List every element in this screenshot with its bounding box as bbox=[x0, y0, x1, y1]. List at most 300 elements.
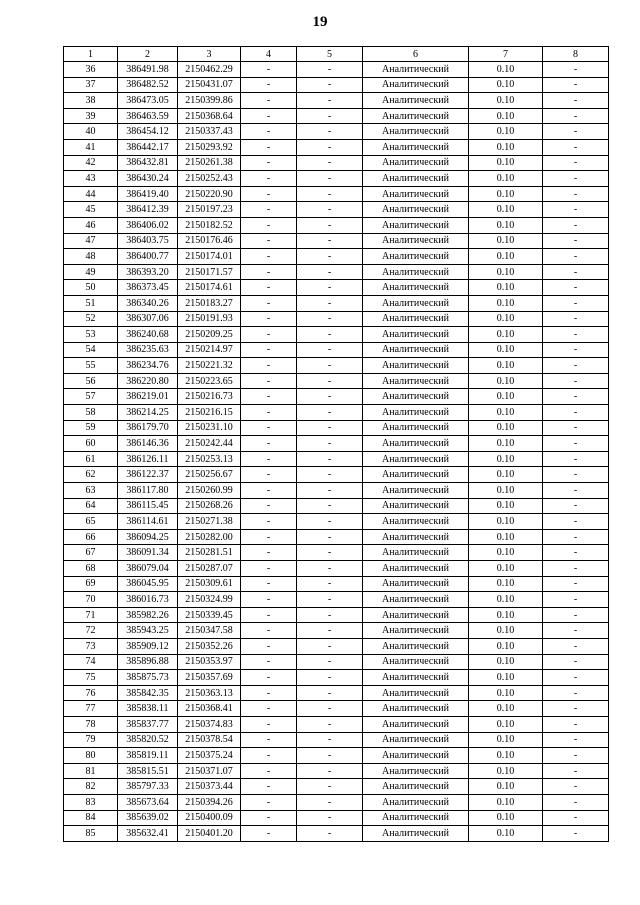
table-cell: 2150368.41 bbox=[178, 701, 241, 717]
table-row bbox=[64, 638, 609, 654]
table-cell: 64 bbox=[64, 498, 118, 514]
table-cell: - bbox=[241, 405, 297, 421]
table-cell: 0.10 bbox=[469, 405, 543, 421]
table-cell: 386406.02 bbox=[118, 217, 178, 233]
table-cell: 43 bbox=[64, 171, 118, 187]
table-cell: 79 bbox=[64, 732, 118, 748]
table-cell: Аналитический bbox=[363, 592, 469, 608]
table-cell: - bbox=[241, 124, 297, 140]
table-cell: Аналитический bbox=[363, 514, 469, 530]
table-cell: - bbox=[297, 420, 363, 436]
table-cell: 0.10 bbox=[469, 732, 543, 748]
table-row bbox=[64, 327, 609, 343]
table-cell: Аналитический bbox=[363, 124, 469, 140]
table-cell: Аналитический bbox=[363, 62, 469, 78]
table-cell: Аналитический bbox=[363, 763, 469, 779]
table-cell: - bbox=[543, 607, 609, 623]
table-cell: 2150223.65 bbox=[178, 373, 241, 389]
table-cell: 2150309.61 bbox=[178, 576, 241, 592]
table-cell: 386412.39 bbox=[118, 202, 178, 218]
table-row bbox=[64, 514, 609, 530]
table-cell: 84 bbox=[64, 810, 118, 826]
table-cell: - bbox=[543, 420, 609, 436]
table-cell: 56 bbox=[64, 373, 118, 389]
table-cell: 83 bbox=[64, 794, 118, 810]
table-cell: - bbox=[241, 545, 297, 561]
table-cell: 0.10 bbox=[469, 483, 543, 499]
table-cell: Аналитический bbox=[363, 670, 469, 686]
table-cell: Аналитический bbox=[363, 405, 469, 421]
table-cell: - bbox=[543, 280, 609, 296]
table-cell: - bbox=[241, 233, 297, 249]
table-cell: Аналитический bbox=[363, 342, 469, 358]
table-cell: 386235.63 bbox=[118, 342, 178, 358]
table-cell: - bbox=[241, 529, 297, 545]
table-row bbox=[64, 670, 609, 686]
table-cell: - bbox=[241, 249, 297, 265]
table-cell: 0.10 bbox=[469, 77, 543, 93]
table-cell: 62 bbox=[64, 467, 118, 483]
table-row bbox=[64, 779, 609, 795]
table-cell: - bbox=[297, 93, 363, 109]
table-cell: - bbox=[543, 171, 609, 187]
table-cell: Аналитический bbox=[363, 826, 469, 842]
table-cell: - bbox=[241, 716, 297, 732]
table-cell: 2150368.64 bbox=[178, 108, 241, 124]
table-row bbox=[64, 826, 609, 842]
table-cell: 0.10 bbox=[469, 171, 543, 187]
table-cell: - bbox=[543, 295, 609, 311]
table-cell: 2150373.44 bbox=[178, 779, 241, 795]
table-cell: - bbox=[297, 311, 363, 327]
table-cell: Аналитический bbox=[363, 420, 469, 436]
table-cell: 2150182.52 bbox=[178, 217, 241, 233]
table-cell: 386393.20 bbox=[118, 264, 178, 280]
table-cell: - bbox=[297, 545, 363, 561]
table-cell: Аналитический bbox=[363, 638, 469, 654]
table-cell: 2150371.07 bbox=[178, 763, 241, 779]
table-cell: 0.10 bbox=[469, 763, 543, 779]
table-cell: - bbox=[543, 124, 609, 140]
table-cell: 48 bbox=[64, 249, 118, 265]
table-cell: 386432.81 bbox=[118, 155, 178, 171]
table-cell: 0.10 bbox=[469, 794, 543, 810]
table-cell: - bbox=[241, 264, 297, 280]
table-cell: Аналитический bbox=[363, 810, 469, 826]
table-cell: - bbox=[543, 732, 609, 748]
table-row bbox=[64, 794, 609, 810]
table-cell: - bbox=[543, 62, 609, 78]
table-cell: - bbox=[543, 389, 609, 405]
table-cell: - bbox=[543, 779, 609, 795]
table-cell: - bbox=[241, 358, 297, 374]
table-cell: - bbox=[543, 701, 609, 717]
table-cell: Аналитический bbox=[363, 732, 469, 748]
table-cell: - bbox=[297, 514, 363, 530]
table-cell: - bbox=[543, 217, 609, 233]
table-cell: 0.10 bbox=[469, 202, 543, 218]
table-cell: 386091.34 bbox=[118, 545, 178, 561]
table-cell: 37 bbox=[64, 77, 118, 93]
table-cell: - bbox=[241, 483, 297, 499]
table-cell: Аналитический bbox=[363, 77, 469, 93]
table-cell: - bbox=[297, 342, 363, 358]
table-row bbox=[64, 171, 609, 187]
table-cell: - bbox=[241, 638, 297, 654]
table-cell: Аналитический bbox=[363, 529, 469, 545]
table-cell: - bbox=[241, 701, 297, 717]
table-cell: 0.10 bbox=[469, 826, 543, 842]
table-cell: Аналитический bbox=[363, 545, 469, 561]
table-cell: 2150462.29 bbox=[178, 62, 241, 78]
table-cell: 73 bbox=[64, 638, 118, 654]
table-cell: - bbox=[297, 186, 363, 202]
table-row bbox=[64, 186, 609, 202]
table-row bbox=[64, 623, 609, 639]
table-cell: 0.10 bbox=[469, 358, 543, 374]
page-number: 19 bbox=[312, 14, 328, 30]
table-cell: 66 bbox=[64, 529, 118, 545]
table-cell: Аналитический bbox=[363, 155, 469, 171]
table-cell: - bbox=[543, 311, 609, 327]
table-cell: 2150353.97 bbox=[178, 654, 241, 670]
table-cell: 385820.52 bbox=[118, 732, 178, 748]
table-cell: 386442.17 bbox=[118, 139, 178, 155]
table-cell: 2150394.26 bbox=[178, 794, 241, 810]
table-cell: 38 bbox=[64, 93, 118, 109]
table-cell: - bbox=[241, 670, 297, 686]
table-cell: 385797.33 bbox=[118, 779, 178, 795]
table-cell: - bbox=[543, 436, 609, 452]
table-cell: 40 bbox=[64, 124, 118, 140]
table-cell: 385982.26 bbox=[118, 607, 178, 623]
table-cell: 51 bbox=[64, 295, 118, 311]
table-cell: 74 bbox=[64, 654, 118, 670]
table-cell: 386045.95 bbox=[118, 576, 178, 592]
table-cell: 2150399.86 bbox=[178, 93, 241, 109]
table-cell: - bbox=[297, 139, 363, 155]
table-cell: 386403.75 bbox=[118, 233, 178, 249]
table-cell: - bbox=[297, 155, 363, 171]
table-cell: - bbox=[297, 483, 363, 499]
table-cell: Аналитический bbox=[363, 311, 469, 327]
table-cell: 0.10 bbox=[469, 186, 543, 202]
table-cell: - bbox=[543, 483, 609, 499]
table-cell: 80 bbox=[64, 748, 118, 764]
table-cell: 0.10 bbox=[469, 810, 543, 826]
table-cell: 0.10 bbox=[469, 779, 543, 795]
table-cell: - bbox=[297, 233, 363, 249]
table-cell: 67 bbox=[64, 545, 118, 561]
table-cell: 39 bbox=[64, 108, 118, 124]
table-cell: - bbox=[297, 62, 363, 78]
table-cell: 55 bbox=[64, 358, 118, 374]
table-cell: - bbox=[543, 561, 609, 577]
table-cell: - bbox=[543, 77, 609, 93]
table-cell: 0.10 bbox=[469, 701, 543, 717]
table-row bbox=[64, 342, 609, 358]
table-cell: 0.10 bbox=[469, 607, 543, 623]
table-cell: 2150282.00 bbox=[178, 529, 241, 545]
table-cell: - bbox=[241, 342, 297, 358]
table-cell: - bbox=[543, 327, 609, 343]
table-cell: Аналитический bbox=[363, 264, 469, 280]
table-cell: - bbox=[543, 794, 609, 810]
table-cell: 386491.98 bbox=[118, 62, 178, 78]
table-cell: 2150216.15 bbox=[178, 405, 241, 421]
table-cell: 2150256.67 bbox=[178, 467, 241, 483]
table-cell: 65 bbox=[64, 514, 118, 530]
table-cell: 385819.11 bbox=[118, 748, 178, 764]
table-cell: 386122.37 bbox=[118, 467, 178, 483]
table-cell: 0.10 bbox=[469, 529, 543, 545]
table-cell: 386473.05 bbox=[118, 93, 178, 109]
table-cell: 0.10 bbox=[469, 623, 543, 639]
table-cell: - bbox=[297, 826, 363, 842]
table-cell: - bbox=[543, 405, 609, 421]
table-cell: - bbox=[543, 342, 609, 358]
table-cell: Аналитический bbox=[363, 295, 469, 311]
table-cell: 386430.24 bbox=[118, 171, 178, 187]
table-row bbox=[64, 155, 609, 171]
table-cell: - bbox=[543, 826, 609, 842]
table-row bbox=[64, 202, 609, 218]
table-cell: - bbox=[297, 732, 363, 748]
table-cell: - bbox=[297, 638, 363, 654]
table-cell: 386115.45 bbox=[118, 498, 178, 514]
table-cell: - bbox=[297, 529, 363, 545]
table-cell: - bbox=[297, 280, 363, 296]
table-row bbox=[64, 62, 609, 78]
table-cell: - bbox=[543, 202, 609, 218]
table-cell: - bbox=[543, 93, 609, 109]
table-cell: - bbox=[297, 77, 363, 93]
table-cell: - bbox=[241, 810, 297, 826]
table-cell: 2150221.32 bbox=[178, 358, 241, 374]
table-cell: Аналитический bbox=[363, 498, 469, 514]
table-cell: 386419.40 bbox=[118, 186, 178, 202]
table-cell: 0.10 bbox=[469, 576, 543, 592]
table-row bbox=[64, 93, 609, 109]
table-cell: Аналитический bbox=[363, 716, 469, 732]
table-cell: - bbox=[297, 389, 363, 405]
table-cell: 2150216.73 bbox=[178, 389, 241, 405]
table-row bbox=[64, 607, 609, 623]
table-cell: - bbox=[241, 327, 297, 343]
table-cell: - bbox=[241, 732, 297, 748]
table-cell: - bbox=[297, 685, 363, 701]
table-cell: 0.10 bbox=[469, 716, 543, 732]
table-cell: Аналитический bbox=[363, 436, 469, 452]
table-row bbox=[64, 217, 609, 233]
table-cell: Аналитический bbox=[363, 779, 469, 795]
table-cell: 0.10 bbox=[469, 748, 543, 764]
table-cell: 0.10 bbox=[469, 264, 543, 280]
table-cell: - bbox=[543, 498, 609, 514]
table-cell: - bbox=[543, 654, 609, 670]
table-cell: 36 bbox=[64, 62, 118, 78]
table-cell: - bbox=[297, 654, 363, 670]
table-row bbox=[64, 451, 609, 467]
table-cell: 386214.25 bbox=[118, 405, 178, 421]
table-cell: - bbox=[241, 623, 297, 639]
table-cell: 386307.06 bbox=[118, 311, 178, 327]
table-cell: 386234.76 bbox=[118, 358, 178, 374]
table-cell: - bbox=[543, 249, 609, 265]
table-cell: - bbox=[241, 498, 297, 514]
table-cell: Аналитический bbox=[363, 483, 469, 499]
column-header: 2 bbox=[118, 47, 178, 62]
table-row bbox=[64, 701, 609, 717]
table-cell: 41 bbox=[64, 139, 118, 155]
table-cell: - bbox=[543, 514, 609, 530]
table-cell: 2150261.38 bbox=[178, 155, 241, 171]
table-cell: 385837.77 bbox=[118, 716, 178, 732]
table-row bbox=[64, 654, 609, 670]
table-cell: - bbox=[543, 545, 609, 561]
table-cell: Аналитический bbox=[363, 327, 469, 343]
table-cell: 2150197.23 bbox=[178, 202, 241, 218]
table-cell: 2150171.57 bbox=[178, 264, 241, 280]
table-cell: 2150378.54 bbox=[178, 732, 241, 748]
table-cell: 386117.80 bbox=[118, 483, 178, 499]
table-cell: - bbox=[543, 810, 609, 826]
table-cell: 386079.04 bbox=[118, 561, 178, 577]
table-cell: Аналитический bbox=[363, 561, 469, 577]
table-cell: 78 bbox=[64, 716, 118, 732]
table-row bbox=[64, 498, 609, 514]
table-cell: - bbox=[543, 373, 609, 389]
table-cell: - bbox=[543, 139, 609, 155]
table-cell: 50 bbox=[64, 280, 118, 296]
column-header: 8 bbox=[543, 47, 609, 62]
table-cell: 77 bbox=[64, 701, 118, 717]
table-row bbox=[64, 810, 609, 826]
table-cell: 385838.11 bbox=[118, 701, 178, 717]
table-row bbox=[64, 716, 609, 732]
table-cell: - bbox=[543, 264, 609, 280]
table-cell: Аналитический bbox=[363, 108, 469, 124]
table-cell: - bbox=[297, 249, 363, 265]
table-cell: - bbox=[241, 77, 297, 93]
table-row bbox=[64, 732, 609, 748]
table-row bbox=[64, 561, 609, 577]
table-cell: 0.10 bbox=[469, 451, 543, 467]
table-cell: - bbox=[297, 779, 363, 795]
table-cell: - bbox=[297, 498, 363, 514]
table-cell: 2150347.58 bbox=[178, 623, 241, 639]
table-cell: - bbox=[543, 763, 609, 779]
table-row bbox=[64, 77, 609, 93]
table-cell: - bbox=[241, 202, 297, 218]
table-cell: 52 bbox=[64, 311, 118, 327]
table-cell: 386146.36 bbox=[118, 436, 178, 452]
table-row bbox=[64, 295, 609, 311]
table-cell: - bbox=[543, 716, 609, 732]
table-cell: - bbox=[543, 358, 609, 374]
table-row bbox=[64, 249, 609, 265]
table-cell: 0.10 bbox=[469, 420, 543, 436]
table-cell: 68 bbox=[64, 561, 118, 577]
table-header-row bbox=[64, 47, 609, 62]
table-cell: - bbox=[297, 124, 363, 140]
table-row bbox=[64, 685, 609, 701]
table-cell: 2150174.01 bbox=[178, 249, 241, 265]
table-cell: 53 bbox=[64, 327, 118, 343]
table-cell: - bbox=[297, 436, 363, 452]
table-row bbox=[64, 483, 609, 499]
table-row bbox=[64, 576, 609, 592]
table-cell: Аналитический bbox=[363, 685, 469, 701]
table-cell: 386454.12 bbox=[118, 124, 178, 140]
table-cell: 70 bbox=[64, 592, 118, 608]
table-row bbox=[64, 763, 609, 779]
table-cell: 49 bbox=[64, 264, 118, 280]
table-cell: - bbox=[543, 576, 609, 592]
table-cell: - bbox=[297, 623, 363, 639]
table-cell: - bbox=[543, 186, 609, 202]
table-cell: - bbox=[241, 217, 297, 233]
table-cell: 0.10 bbox=[469, 139, 543, 155]
table-cell: 0.10 bbox=[469, 93, 543, 109]
table-cell: - bbox=[241, 311, 297, 327]
table-cell: 2150268.26 bbox=[178, 498, 241, 514]
table-cell: 2150352.26 bbox=[178, 638, 241, 654]
table-cell: - bbox=[543, 467, 609, 483]
table-row bbox=[64, 405, 609, 421]
table-cell: 2150183.27 bbox=[178, 295, 241, 311]
table-cell: - bbox=[241, 155, 297, 171]
table-cell: - bbox=[543, 451, 609, 467]
table-cell: - bbox=[241, 373, 297, 389]
table-row bbox=[64, 436, 609, 452]
table-row bbox=[64, 264, 609, 280]
table-cell: 0.10 bbox=[469, 685, 543, 701]
table-cell: Аналитический bbox=[363, 217, 469, 233]
table-cell: 46 bbox=[64, 217, 118, 233]
table-cell: - bbox=[241, 62, 297, 78]
table-cell: 386340.26 bbox=[118, 295, 178, 311]
table-cell: - bbox=[241, 514, 297, 530]
column-header: 1 bbox=[64, 47, 118, 62]
table-cell: - bbox=[297, 295, 363, 311]
table-cell: 0.10 bbox=[469, 638, 543, 654]
table-cell: 0.10 bbox=[469, 373, 543, 389]
table-cell: 2150174.61 bbox=[178, 280, 241, 296]
table-cell: 386482.52 bbox=[118, 77, 178, 93]
table-cell: - bbox=[241, 763, 297, 779]
table-cell: Аналитический bbox=[363, 654, 469, 670]
table-cell: 0.10 bbox=[469, 342, 543, 358]
table-cell: 75 bbox=[64, 670, 118, 686]
table-cell: 60 bbox=[64, 436, 118, 452]
table-cell: - bbox=[241, 389, 297, 405]
table-cell: 42 bbox=[64, 155, 118, 171]
table-cell: 0.10 bbox=[469, 592, 543, 608]
table-row bbox=[64, 358, 609, 374]
table-cell: Аналитический bbox=[363, 171, 469, 187]
table-cell: Аналитический bbox=[363, 748, 469, 764]
table-cell: - bbox=[543, 108, 609, 124]
table-cell: 385842.35 bbox=[118, 685, 178, 701]
table-cell: 0.10 bbox=[469, 514, 543, 530]
table-cell: - bbox=[297, 171, 363, 187]
table-cell: - bbox=[297, 607, 363, 623]
table-cell: Аналитический bbox=[363, 794, 469, 810]
table-cell: Аналитический bbox=[363, 389, 469, 405]
table-cell: 2150176.46 bbox=[178, 233, 241, 249]
table-row bbox=[64, 233, 609, 249]
